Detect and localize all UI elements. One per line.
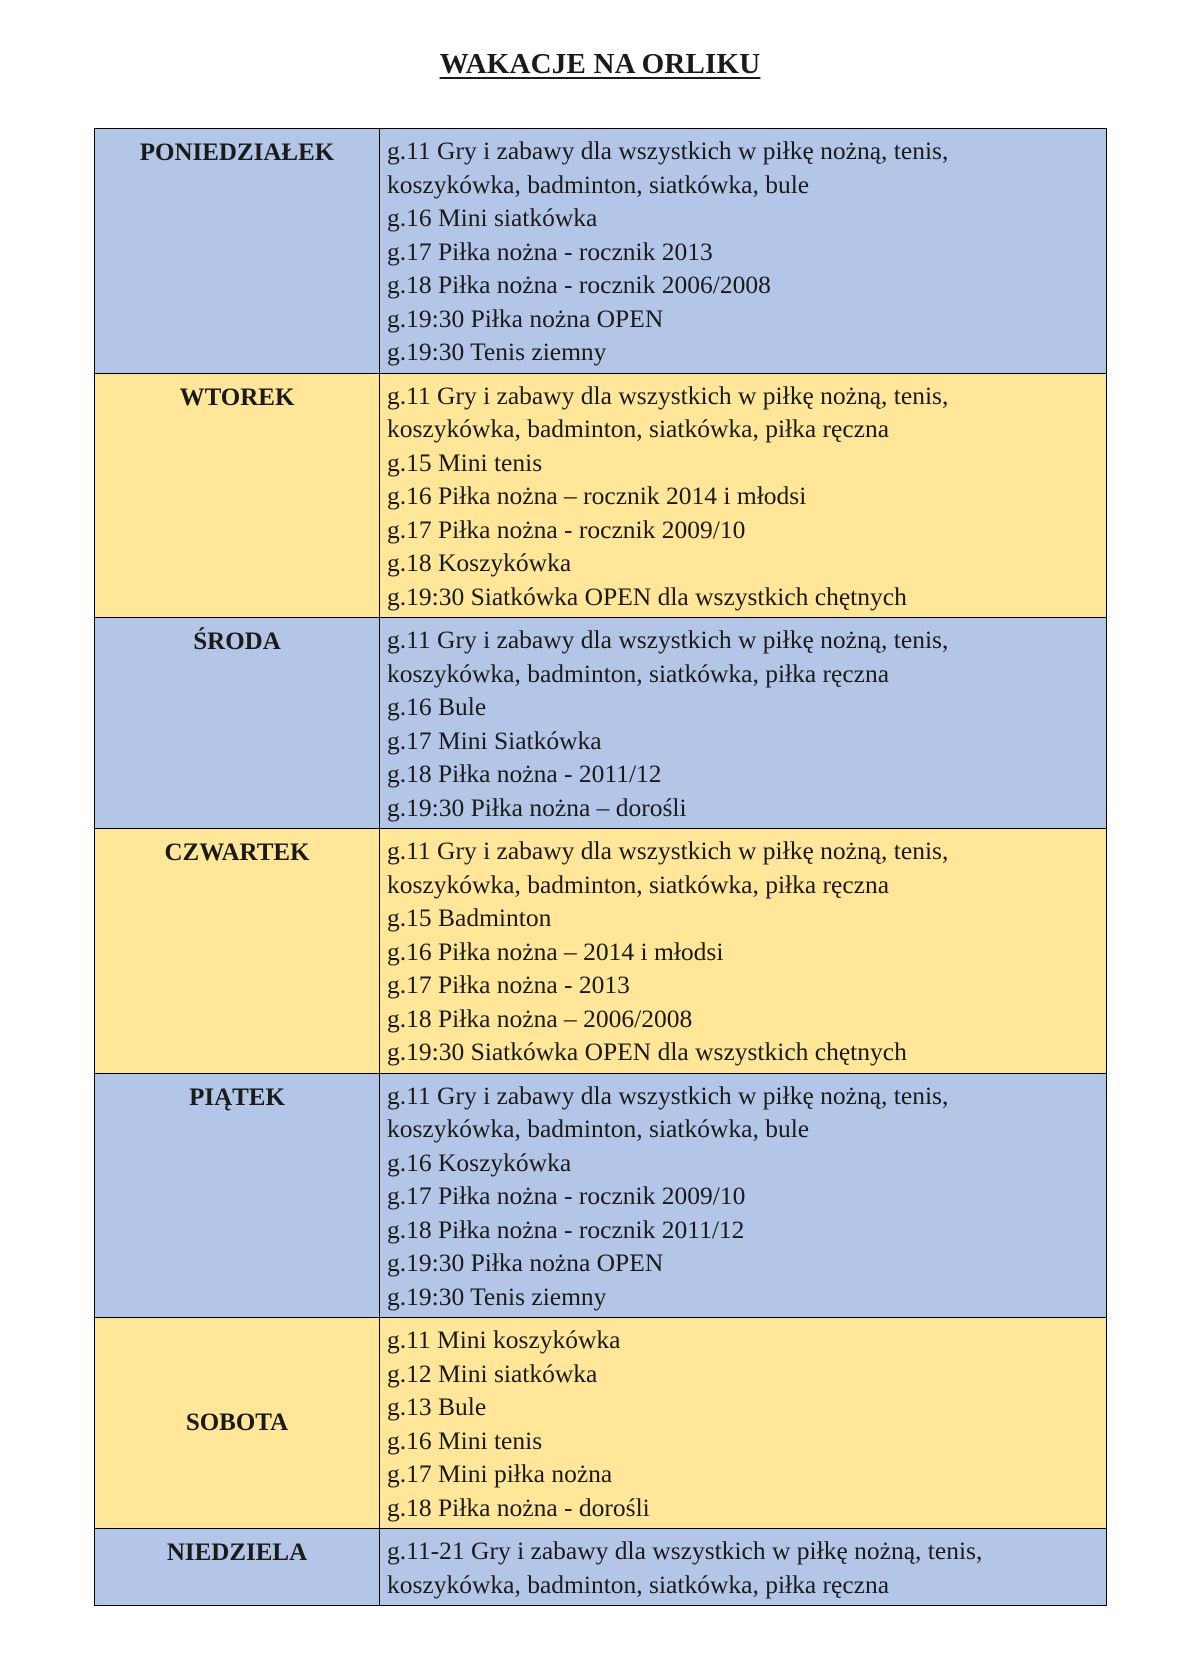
- activity-line: g.17 Piłka nożna - rocznik 2013: [387, 236, 713, 266]
- day-cell: CZWARTEK: [95, 829, 380, 1074]
- schedule-table: [94, 128, 1107, 1606]
- activity-line: g.17 Piłka nożna - 2013: [387, 970, 630, 999]
- activity-line: g.19:30 Tenis ziemny: [387, 1281, 607, 1311]
- activity-line: g.16 Piłka nożna – 2014 i młodsi: [387, 936, 724, 966]
- activity-line: g.11 Gry i zabawy dla wszystkich w piłkę nożną, tenis,: [387, 380, 949, 410]
- schedule-row: [95, 1073, 1107, 1318]
- activity-line: g.19:30 Piłka nożna – dorośli: [387, 792, 687, 822]
- activity-line: koszykówka, badminton, siatkówka, piłka ręczna: [387, 869, 890, 899]
- activities-cell: [380, 1318, 1107, 1529]
- activity-line: g.17 Piłka nożna - rocznik 2009/10: [387, 514, 746, 544]
- activity-line: g.19:30 Tenis ziemny: [387, 337, 607, 366]
- activity-line: g.15 Mini tenis: [387, 447, 543, 477]
- schedule-body: [95, 129, 1107, 1606]
- activities-cell: [380, 129, 1107, 374]
- activity-line: g.18 Piłka nożna - dorośli: [387, 1492, 650, 1522]
- activity-line: g.17 Piłka nożna - rocznik 2009/10: [387, 1181, 746, 1210]
- activity-line: g.19:30 Piłka nożna OPEN: [387, 303, 664, 333]
- activity-line: koszykówka, badminton, siatkówka, piłka ręczna: [387, 414, 890, 443]
- activity-line: g.17 Mini piłka nożna: [387, 1459, 613, 1488]
- activity-line: g.12 Mini siatkówka: [387, 1358, 598, 1388]
- day-cell: NIEDZIELA: [95, 1529, 380, 1606]
- activity-line: g.18 Piłka nożna - rocznik 2011/12: [387, 1214, 745, 1244]
- activity-line: g.19:30 Siatkówka OPEN dla wszystkich chętnych: [387, 1037, 907, 1066]
- schedule-row: [95, 1318, 1107, 1529]
- activity-line: g.11-21 Gry i zabawy dla wszystkich w piłkę nożną, tenis,: [387, 1536, 983, 1565]
- activity-line: g.11 Gry i zabawy dla wszystkich w piłkę nożną, tenis,: [387, 625, 949, 654]
- activities-cell: [380, 618, 1107, 829]
- schedule-row: [95, 1529, 1107, 1606]
- activity-line: g.18 Piłka nożna - rocznik 2006/2008: [387, 270, 771, 299]
- page-title: WAKACJE NA ORLIKU: [439, 48, 761, 80]
- schedule-row: [95, 373, 1107, 618]
- schedule-row: [95, 829, 1107, 1074]
- activity-line: g.11 Gry i zabawy dla wszystkich w piłkę nożną, tenis,: [387, 136, 949, 165]
- activities-cell: [380, 1529, 1107, 1606]
- activity-line: g.16 Piłka nożna – rocznik 2014 i młodsi: [387, 481, 807, 510]
- activity-line: g.11 Mini koszykówka: [387, 1325, 621, 1354]
- activity-line: g.16 Mini siatkówka: [387, 203, 598, 232]
- activity-line: koszykówka, badminton, siatkówka, bule: [387, 169, 810, 199]
- activity-line: g.15 Badminton: [387, 903, 552, 932]
- activity-line: g.11 Gry i zabawy dla wszystkich w piłkę nożną, tenis,: [387, 836, 949, 865]
- activity-line: g.11 Gry i zabawy dla wszystkich w piłkę nożną, tenis,: [387, 1080, 949, 1110]
- day-cell: WTOREK: [95, 373, 380, 618]
- activities-cell: [380, 1073, 1107, 1318]
- activity-line: g.16 Bule: [387, 692, 487, 721]
- activity-line: koszykówka, badminton, siatkówka, bule: [387, 1114, 810, 1143]
- schedule-row: [95, 129, 1107, 374]
- activity-line: g.13 Bule: [387, 1392, 487, 1421]
- day-cell: PIĄTEK: [95, 1073, 380, 1318]
- activity-line: g.16 Mini tenis: [387, 1425, 543, 1455]
- activities-cell: [380, 829, 1107, 1074]
- activity-line: koszykówka, badminton, siatkówka, piłka ręczna: [387, 1569, 890, 1599]
- activity-line: koszykówka, badminton, siatkówka, piłka ręczna: [387, 658, 890, 688]
- activity-line: g.19:30 Piłka nożna OPEN: [387, 1248, 664, 1277]
- activities-cell: [380, 373, 1107, 618]
- activity-line: g.16 Koszykówka: [387, 1147, 572, 1177]
- activity-line: g.18 Piłka nożna – 2006/2008: [387, 1003, 693, 1033]
- activity-line: g.18 Koszykówka: [387, 548, 572, 577]
- schedule-row: [95, 618, 1107, 829]
- activity-line: g.18 Piłka nożna - 2011/12: [387, 759, 662, 788]
- day-cell: ŚRODA: [95, 618, 380, 829]
- day-cell: SOBOTA: [95, 1318, 380, 1529]
- day-cell: PONIEDZIAŁEK: [95, 129, 380, 374]
- activity-line: g.17 Mini Siatkówka: [387, 725, 602, 755]
- activity-line: g.19:30 Siatkówka OPEN dla wszystkich chętnych: [387, 581, 907, 611]
